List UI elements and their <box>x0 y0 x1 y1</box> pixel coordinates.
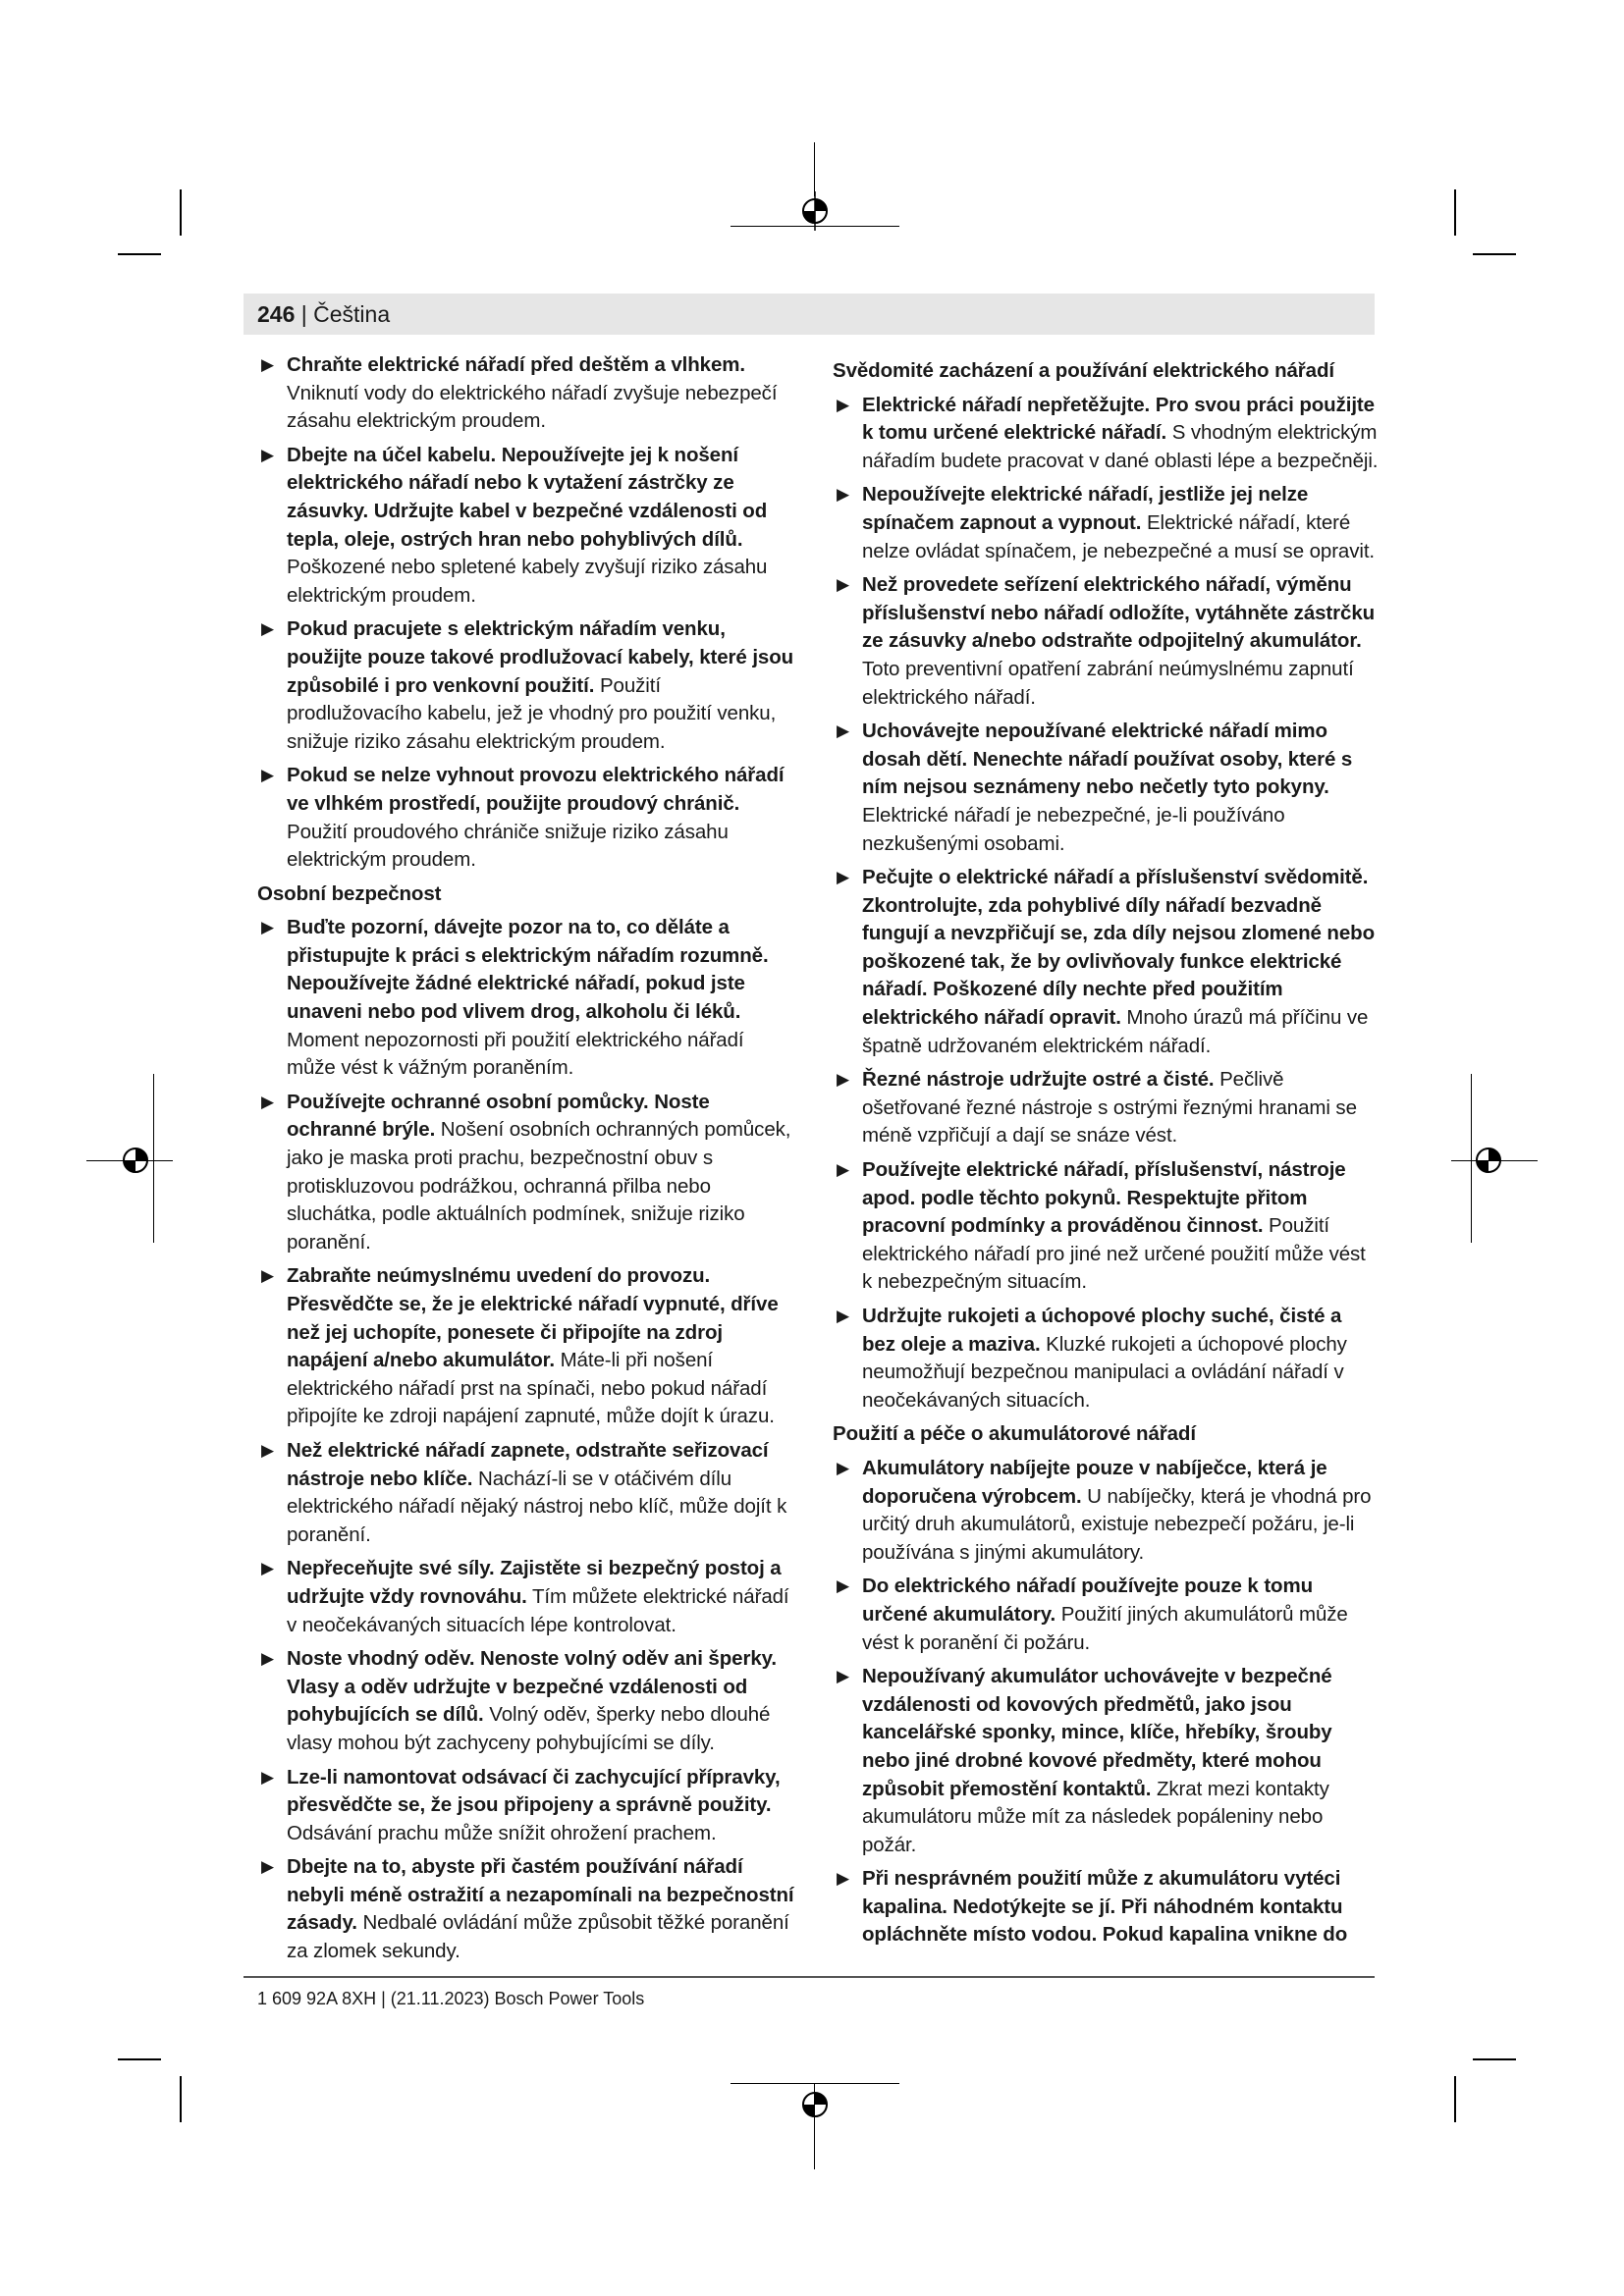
list-item <box>833 1303 1379 1415</box>
bullet-icon: ▶ <box>837 1667 849 1686</box>
bullet-icon: ▶ <box>261 445 274 464</box>
bullet-icon: ▶ <box>261 1559 274 1578</box>
item-bold-text: Nepoužívaný akumulátor uchovávejte v bezpečné vzdálenosti od kovových předmětů, jako jsou kancelářské sponky, mince, klíče, hřebíky, šrouby nebo jiné drobné kovové předměty, které mohou způsobit přemostění kontaktů. <box>862 1665 1332 1800</box>
item-bold-text: Používejte ochranné osobní pomůcky. Noste ochranné brýle. <box>287 1090 710 1142</box>
item-bold-text: Uchovávejte nepoužívané elektrické nářadí mimo dosah dětí. Nenechte nářadí používat osoby, které s ním nejsou seznámeny nebo nečetly tyto pokyny. <box>862 720 1353 799</box>
list-item <box>833 1066 1379 1150</box>
list-item <box>833 481 1379 565</box>
list-item <box>257 615 795 756</box>
item-normal-text: Moment nepozornosti při použití elektrického nářadí může vést k vážným poraněním. <box>287 1028 744 1080</box>
list-item <box>257 351 795 436</box>
bullet-icon: ▶ <box>261 766 274 785</box>
list-item <box>833 1156 1379 1297</box>
bullet-icon: ▶ <box>261 355 274 374</box>
registration-mark-icon <box>795 191 835 231</box>
item-normal-text: Nedbalé ovládání může způsobit těžké poranění za zlomek sekundy. <box>287 1911 789 1963</box>
left-column <box>257 351 795 1972</box>
crop-mark <box>1451 1160 1538 1161</box>
item-bold-text: Pečujte o elektrické nářadí a příslušenství svědomitě. Zkontrolujte, zda pohyblivé díly nářadí bezvadně fungují a nevzpřičují se, zda díly nejsou zlomené nebo poškozené tak, že by ovlivňovaly funkce elektrické nářadí. Poškozené díly nechte před použitím elektrického nářadí opravit. <box>862 866 1375 1030</box>
list-item <box>257 1645 795 1757</box>
list-item <box>257 1089 795 1257</box>
crop-mark <box>1471 1074 1472 1243</box>
bullet-icon: ▶ <box>261 918 274 937</box>
list-item <box>833 571 1379 712</box>
crop-mark <box>86 1160 173 1161</box>
crop-mark <box>731 226 899 227</box>
registration-mark-icon <box>795 2085 835 2124</box>
item-bold-text: Zabraňte neúmyslnému uvedení do provozu. Přesvědčte se, že je elektrické nářadí vypnuté, dříve než jej uchopíte, ponesete či připojíte na zdroj napájení a/nebo akumulátor. <box>287 1264 779 1372</box>
crop-mark <box>1454 2076 1456 2122</box>
item-normal-text: U nabíječky, která je vhodná pro určitý druh akumulátorů, existuje nebezpečí požáru, je-li používána s jinými akumulátory. <box>862 1484 1372 1564</box>
bullet-icon: ▶ <box>837 1869 849 1889</box>
page-number: 246 <box>257 301 296 327</box>
item-bold-text: Pokud pracujete s elektrickým nářadím venku, použijte pouze takové prodlužovací kabely, které jsou způsobilé i pro venkovní použití. <box>287 617 794 697</box>
bullet-icon: ▶ <box>837 1458 849 1477</box>
item-normal-text: Nachází-li se v otáčivém dílu elektrického nářadí nějaký nástroj nebo klíč, může dojít k poranění. <box>287 1467 787 1546</box>
item-normal-text: Elektrické nářadí, které nelze ovládat spínačem, je nebezpečné a musí se opravit. <box>862 510 1376 562</box>
item-normal-text: Zkrat mezi kontakty akumulátoru může mít za následek popáleniny nebo požár. <box>862 1777 1329 1856</box>
page-header-text <box>257 298 390 330</box>
item-bold-text: Buďte pozorní, dávejte pozor na to, co děláte a přistupujte k práci s elektrickým nářadím rozumně. Nepoužívejte žádné elektrické nářadí, pokud jste unaveni nebo pod vlivem drog, alkoholu či léků. <box>287 916 769 1024</box>
item-bold-text: Elektrické nářadí nepřetěžujte. Pro svou práci použijte k tomu určené elektrické nářadí. <box>862 393 1375 445</box>
item-bold-text: Akumulátory nabíjejte pouze v nabíječce, která je doporučena výrobcem. <box>862 1456 1327 1508</box>
item-normal-text: Tím můžete elektrické nářadí v neočekávaných situacích lépe kontrolovat. <box>287 1584 789 1636</box>
item-normal-text: Toto preventivní opatření zabrání neúmyslnému zapnutí elektrického nářadí. <box>862 657 1354 709</box>
item-bold-text: Lze-li namontovat odsávací či zachycující přípravky, přesvědčte se, že jsou připojeny a správně použity. <box>287 1765 781 1817</box>
list-item <box>257 762 795 874</box>
bullet-icon: ▶ <box>837 1070 849 1090</box>
list-item <box>257 1555 795 1639</box>
item-normal-text: Odsávání prachu může snížit ohrožení prachem. <box>287 1821 717 1844</box>
item-normal-text: Použití proudového chrániče snižuje riziko zásahu elektrickým proudem. <box>287 820 729 872</box>
bullet-icon: ▶ <box>261 1092 274 1111</box>
bullet-icon: ▶ <box>261 1440 274 1460</box>
item-bold-text: Chraňte elektrické nářadí před deštěm a vlhkem. <box>287 353 746 376</box>
item-bold-text: Dbejte na účel kabelu. Nepoužívejte jej k nošení elektrického nářadí nebo k vytažení zástrčky ze zásuvky. Udržujte kabel v bezpečné vzdálenosti od tepla, oleje, ostrých hran nebo pohyblivých dílů. <box>287 443 768 551</box>
item-bold-text: Nepřeceňujte své síly. Zajistěte si bezpečný postoj a udržujte vždy rovnováhu. <box>287 1557 782 1608</box>
crop-mark <box>118 2058 161 2060</box>
item-bold-text: Řezné nástroje udržujte ostré a čisté. <box>862 1068 1215 1092</box>
item-normal-text: Použití elektrického nářadí pro jiné než určené použití může vést k nebezpečným situacím. <box>862 1214 1366 1294</box>
crop-mark <box>1473 2058 1516 2060</box>
section-heading: Osobní bezpečnost <box>257 881 442 905</box>
item-bold-text: Noste vhodný oděv. Nenoste volný oděv ani šperky. Vlasy a oděv udržujte v bezpečné vzdálenosti od pohybujících se dílů. <box>287 1647 778 1727</box>
crop-mark <box>814 2083 815 2169</box>
list-item <box>257 442 795 611</box>
item-normal-text: Elektrické nářadí je nebezpečné, je-li používáno nezkušenými osobami. <box>862 803 1285 855</box>
header-language: Čeština <box>313 301 391 327</box>
item-bold-text: Než elektrické nářadí zapnete, odstraňte seřizovací nástroje nebo klíče. <box>287 1438 769 1490</box>
crop-mark <box>814 142 815 196</box>
item-normal-text: Máte-li při nošení elektrického nářadí prst na spínači, nebo pokud nářadí připojíte ke zdroji napájení zapnuté, může dojít k úrazu. <box>287 1349 775 1428</box>
bullet-icon: ▶ <box>261 1649 274 1669</box>
footer-rule <box>244 1976 1375 1978</box>
list-item <box>257 1853 795 1965</box>
list-item <box>833 864 1379 1060</box>
bullet-icon: ▶ <box>837 721 849 741</box>
bullet-icon: ▶ <box>261 1767 274 1787</box>
item-bold-text: Než provedete seřízení elektrického nářadí, výměnu příslušenství nebo nářadí odložíte, vytáhněte zástrčku ze zásuvky a/nebo odstraňte odpojitelný akumulátor. <box>862 573 1376 653</box>
list-item <box>257 914 795 1083</box>
item-normal-text: Kluzké rukojeti a úchopové plochy neumožňují bezpečnou manipulaci a ovládání nářadí v neočekávaných situacích. <box>862 1332 1347 1412</box>
crop-mark <box>118 253 161 255</box>
list-item <box>257 1437 795 1549</box>
item-normal-text: Pečlivě ošetřované řezné nástroje s ostrými řeznými hranami se méně vzpřičují a dají se snáze vést. <box>862 1068 1357 1148</box>
footer-text: 1 609 92A 8XH | (21.11.2023) Bosch Power Tools <box>257 1989 645 2008</box>
item-bold-text: Při nesprávném použití může z akumulátoru vytéci kapalina. Nedotýkejte se jí. Při náhodném kontaktu opláchněte místo vodou. Pokud kapalina vnikne do <box>862 1867 1348 1947</box>
page-header <box>244 294 1375 335</box>
bullet-icon: ▶ <box>261 1857 274 1877</box>
crop-mark <box>153 1074 154 1243</box>
item-bold-text: Pokud se nelze vyhnout provozu elektrického nářadí ve vlhkém prostředí, použijte proudový chránič. <box>287 764 785 815</box>
item-normal-text: Poškozené nebo spletené kabely zvyšují riziko zásahu elektrickým proudem. <box>287 556 768 607</box>
list-item <box>833 1663 1379 1859</box>
item-bold-text: Udržujte rukojeti a úchopové plochy suché, čisté a bez oleje a maziva. <box>862 1305 1342 1356</box>
right-column <box>833 351 1379 1955</box>
bullet-icon: ▶ <box>261 619 274 639</box>
list-item <box>833 392 1379 476</box>
item-normal-text: Nošení osobních ochranných pomůcek, jako je maska proti prachu, bezpečnostní obuv s protiskluzovou podrážkou, ochranná přilba nebo sluchátka, podle aktuálních podmínek, snižuje riziko poranění. <box>287 1118 791 1254</box>
bullet-icon: ▶ <box>837 868 849 887</box>
item-bold-text: Nepoužívejte elektrické nářadí, jestliže jej nelze spínačem zapnout a vypnout. <box>862 483 1309 534</box>
list-item <box>257 1262 795 1431</box>
list-item <box>257 1764 795 1848</box>
crop-mark <box>731 2083 899 2084</box>
bullet-icon: ▶ <box>837 1307 849 1325</box>
item-normal-text: Vniknutí vody do elektrického nářadí zvyšuje nebezpečí zásahu elektrickým proudem. <box>287 381 778 433</box>
crop-mark <box>1473 253 1516 255</box>
section-heading: Svědomité zacházení a používání elektrického nářadí <box>833 359 1334 382</box>
bullet-icon: ▶ <box>837 1576 849 1596</box>
crop-mark <box>180 2076 182 2122</box>
crop-mark <box>180 189 182 236</box>
item-bold-text: Dbejte na to, abyste při častém používání nářadí nebyli méně ostražití a nezapomínali na bezpečnostní zásady. <box>287 1855 794 1935</box>
item-normal-text: Použití jiných akumulátorů může vést k poranění či požáru. <box>862 1602 1348 1654</box>
section-heading: Použití a péče o akumulátorové nářadí <box>833 1422 1196 1446</box>
list-item <box>833 1865 1379 1949</box>
bullet-icon: ▶ <box>837 485 849 505</box>
bullet-icon: ▶ <box>837 395 849 414</box>
crop-mark <box>1454 189 1456 236</box>
item-bold-text: Používejte elektrické nářadí, příslušenství, nástroje apod. podle těchto pokynů. Respektujte přitom pracovní podmínky a prováděnou činnost. <box>862 1158 1346 1238</box>
item-normal-text: Použití prodlužovacího kabelu, jež je vhodný pro použití venku, snižuje riziko zásahu elektrickým proudem. <box>287 673 777 753</box>
item-normal-text: Mnoho úrazů má příčinu ve špatně udržovaném elektrickém nářadí. <box>862 1006 1369 1057</box>
item-normal-text: S vhodným elektrickým nářadím budete pracovat v dané oblasti lépe a bezpečněji. <box>862 421 1379 472</box>
bullet-icon: ▶ <box>261 1266 274 1286</box>
bullet-icon: ▶ <box>837 1160 849 1180</box>
list-item <box>833 718 1379 858</box>
list-item <box>833 1455 1379 1567</box>
header-separator: | <box>295 301 314 327</box>
item-normal-text: Volný oděv, šperky nebo dlouhé vlasy mohou být zachyceny pohybujícími se díly. <box>287 1703 771 1754</box>
item-bold-text: Do elektrického nářadí používejte pouze k tomu určené akumulátory. <box>862 1575 1314 1626</box>
list-item <box>833 1573 1379 1657</box>
bullet-icon: ▶ <box>837 575 849 595</box>
